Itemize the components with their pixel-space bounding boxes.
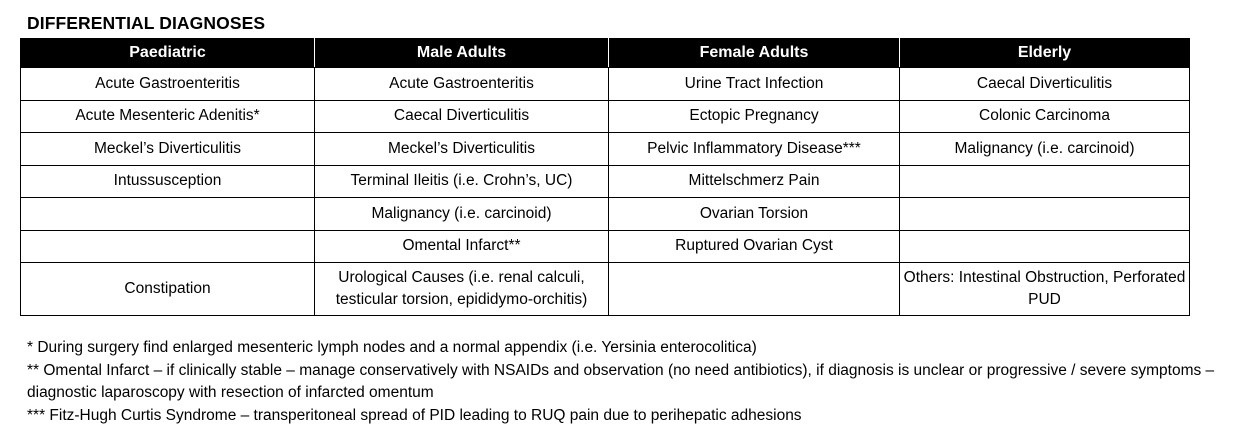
table-cell: Others: Intestinal Obstruction, Perforated PUD bbox=[900, 263, 1190, 316]
column-header-female-adults: Female Adults bbox=[609, 39, 900, 68]
table-cell: Acute Gastroenteritis bbox=[21, 68, 315, 101]
table-cell: Intussusception bbox=[21, 165, 315, 198]
table-row bbox=[21, 165, 1190, 198]
footnote-fitz-hugh-curtis: *** Fitz-Hugh Curtis Syndrome – transperitoneal spread of PID leading to RUQ pain due to perihepatic adhesions bbox=[27, 406, 802, 424]
table-cell: Urological Causes (i.e. renal calculi, testicular torsion, epididymo-orchitis) bbox=[315, 263, 609, 316]
table-row bbox=[21, 133, 1190, 166]
table-cell: Ovarian Torsion bbox=[609, 198, 900, 231]
footnotes bbox=[27, 337, 1227, 427]
table-cell bbox=[900, 165, 1190, 198]
footnote-omental-infarct: ** Omental Infarct – if clinically stable – manage conservatively with NSAIDs and observation (no need antibiotics), if diagnosis is unclear or progressive / severe symptoms – diagnostic laparoscopy with resection of infarcted omentum bbox=[27, 361, 1215, 401]
table-cell: Meckel’s Diverticulitis bbox=[21, 133, 315, 166]
table-cell: Meckel’s Diverticulitis bbox=[315, 133, 609, 166]
table-cell: Acute Mesenteric Adenitis* bbox=[21, 100, 315, 133]
table-cell: Terminal Ileitis (i.e. Crohn’s, UC) bbox=[315, 165, 609, 198]
table-cell: Constipation bbox=[21, 263, 315, 316]
table-cell: Mittelschmerz Pain bbox=[609, 165, 900, 198]
table-cell: Pelvic Inflammatory Disease*** bbox=[609, 133, 900, 166]
column-header-male-adults: Male Adults bbox=[315, 39, 609, 68]
table-cell: Colonic Carcinoma bbox=[900, 100, 1190, 133]
page-title: DIFFERENTIAL DIAGNOSES bbox=[27, 13, 266, 33]
table-row bbox=[21, 68, 1190, 101]
table-cell: Caecal Diverticulitis bbox=[900, 68, 1190, 101]
table-cell bbox=[21, 198, 315, 231]
table-cell: Caecal Diverticulitis bbox=[315, 100, 609, 133]
table-cell bbox=[900, 198, 1190, 231]
table-row bbox=[21, 100, 1190, 133]
table-row bbox=[21, 198, 1190, 231]
differential-diagnoses-table bbox=[20, 38, 1190, 316]
table-cell: Acute Gastroenteritis bbox=[315, 68, 609, 101]
table-cell: Omental Infarct** bbox=[315, 230, 609, 263]
table-cell bbox=[900, 230, 1190, 263]
table-cell: Malignancy (i.e. carcinoid) bbox=[900, 133, 1190, 166]
table-cell: Ectopic Pregnancy bbox=[609, 100, 900, 133]
table-row bbox=[21, 263, 1190, 316]
table-cell bbox=[21, 230, 315, 263]
table-row bbox=[21, 230, 1190, 263]
table-cell: Urine Tract Infection bbox=[609, 68, 900, 101]
column-header-elderly: Elderly bbox=[900, 39, 1190, 68]
table-cell: Malignancy (i.e. carcinoid) bbox=[315, 198, 609, 231]
table-cell bbox=[609, 263, 900, 316]
column-header-paediatric: Paediatric bbox=[21, 39, 315, 68]
table-cell: Ruptured Ovarian Cyst bbox=[609, 230, 900, 263]
footnote-mesenteric-adenitis: * During surgery find enlarged mesenteric lymph nodes and a normal appendix (i.e. Yersinia enterocolitica) bbox=[27, 339, 757, 356]
table-header-row bbox=[21, 39, 1190, 68]
